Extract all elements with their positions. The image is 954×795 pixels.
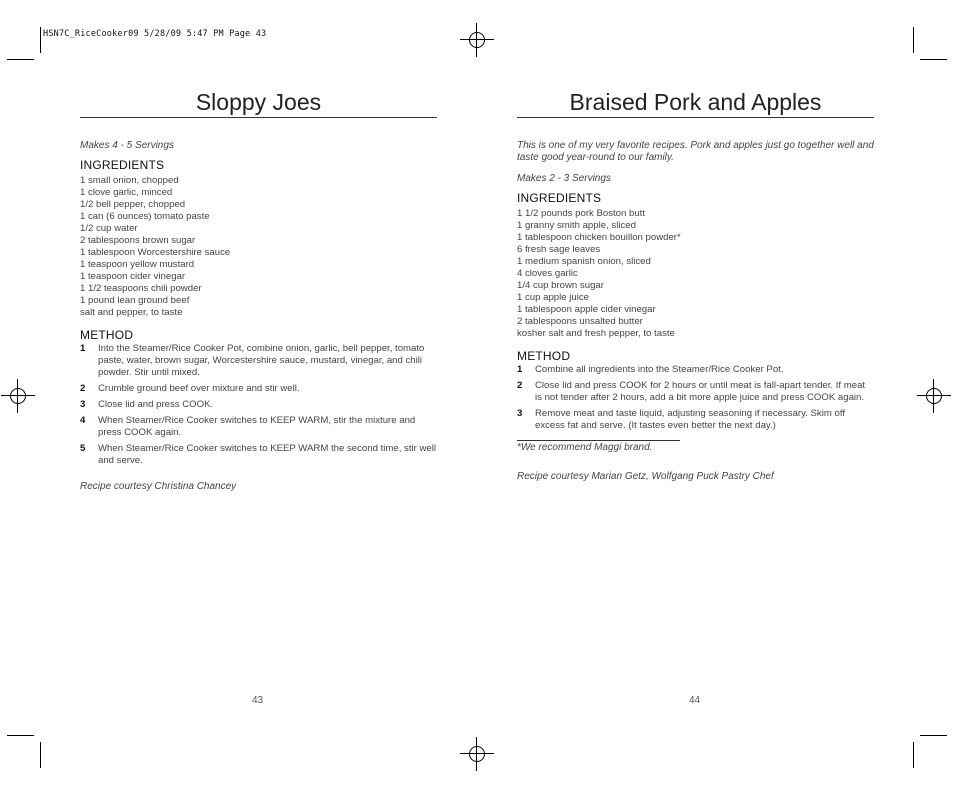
- step-text: Into the Steamer/Rice Cooker Pot, combine onion, garlic, bell pepper, tomato paste, water, brown sugar, Worcestershire sauce, mustard, vinegar, and chili powder. Stir until mixed.: [98, 343, 425, 378]
- registration-mark-left: [7, 385, 29, 407]
- footnote: *We recommend Maggi brand.: [517, 442, 653, 453]
- step-number: 1: [80, 343, 86, 354]
- ingredients-list: [80, 175, 437, 319]
- ingredient-item: 1 pound lean ground beef: [80, 295, 190, 306]
- crop-mark: [40, 742, 41, 768]
- step-text: Remove meat and taste liquid, adjusting seasoning if necessary. Skim off excess fat and serve. (It tastes even better the next day.): [535, 408, 846, 431]
- ingredient-item: 1 1/2 pounds pork Boston butt: [517, 208, 646, 219]
- step-number: 4: [80, 415, 86, 426]
- method-steps: [517, 364, 874, 432]
- ingredient-item: 1 granny smith apple, sliced: [517, 220, 636, 231]
- footnote-rule: [517, 440, 680, 441]
- ingredient-item: 4 cloves garlic: [517, 268, 578, 279]
- step-number: 5: [80, 443, 86, 454]
- ingredient-item: 1 tablespoon apple cider vinegar: [517, 304, 656, 315]
- step-number: 1: [517, 364, 523, 375]
- step-text: When Steamer/Rice Cooker switches to KEEP WARM, stir the mixture and press COOK again.: [98, 415, 416, 438]
- recipe-credit: Recipe courtesy Marian Getz, Wolfgang Puck Pastry Chef: [517, 471, 774, 482]
- right-page: [517, 88, 874, 483]
- ingredient-item: kosher salt and fresh pepper, to taste: [517, 328, 675, 339]
- ingredient-item: 2 tablespoons unsalted butter: [517, 316, 643, 327]
- ingredient-item: 1 medium spanish onion, sliced: [517, 256, 651, 267]
- ingredient-item: 1 small onion, chopped: [80, 175, 179, 186]
- method-step: [80, 415, 437, 439]
- step-text: Close lid and press COOK.: [98, 399, 214, 410]
- crop-mark: [920, 59, 947, 60]
- ingredient-item: 1 cup apple juice: [517, 292, 590, 303]
- ingredient-item: 1 can (6 ounces) tomato paste: [80, 211, 210, 222]
- print-slug: HSN7C_RiceCooker09 5/28/09 5:47 PM Page 43: [43, 29, 267, 39]
- crop-mark: [913, 27, 914, 53]
- method-step: [80, 399, 437, 411]
- ingredients-list: [517, 208, 874, 340]
- step-text: Crumble ground beef over mixture and stir well.: [98, 383, 300, 394]
- registration-mark-top: [466, 29, 488, 51]
- ingredients-heading: INGREDIENTS: [80, 158, 165, 172]
- ingredient-item: salt and pepper, to taste: [80, 307, 183, 318]
- ingredient-item: 1 clove garlic, minced: [80, 187, 173, 198]
- registration-mark-right: [923, 385, 945, 407]
- method-step: [80, 383, 437, 395]
- method-step: [80, 343, 437, 379]
- servings: Makes 2 - 3 Servings: [517, 173, 611, 184]
- method-heading: METHOD: [517, 349, 571, 363]
- crop-mark: [7, 735, 34, 736]
- ingredient-item: 1 tablespoon Worcestershire sauce: [80, 247, 231, 258]
- method-step: [517, 364, 874, 376]
- ingredient-item: 6 fresh sage leaves: [517, 244, 601, 255]
- registration-mark-bottom: [466, 743, 488, 765]
- method-step: [80, 443, 437, 467]
- recipe-intro: This is one of my very favorite recipes. Pork and apples just go together well and taste good year-round to our family.: [517, 140, 874, 163]
- recipe-credit: Recipe courtesy Christina Chancey: [80, 481, 237, 492]
- crop-mark: [40, 27, 41, 53]
- crop-mark: [7, 59, 34, 60]
- ingredient-item: 2 tablespoons brown sugar: [80, 235, 196, 246]
- step-number: 2: [517, 380, 523, 391]
- step-text: When Steamer/Rice Cooker switches to KEEP WARM the second time, stir well and serve.: [98, 443, 437, 466]
- ingredient-item: 1/2 cup water: [80, 223, 138, 234]
- method-step: [517, 380, 874, 404]
- crop-mark: [913, 742, 914, 768]
- step-text: Close lid and press COOK for 2 hours or until meat is fall-apart tender. If meat is not tender after 2 hours, add a bit more apple juice and press COOK again.: [535, 380, 866, 403]
- recipe-title: Braised Pork and Apples: [517, 88, 874, 118]
- ingredient-item: 1 1/2 teaspoons chili powder: [80, 283, 202, 294]
- method-heading: METHOD: [80, 328, 134, 342]
- ingredients-heading: INGREDIENTS: [517, 191, 602, 205]
- step-number: 3: [517, 408, 523, 419]
- ingredient-item: 1 teaspoon cider vinegar: [80, 271, 186, 282]
- ingredient-item: 1/4 cup brown sugar: [517, 280, 604, 291]
- recipe-title: Sloppy Joes: [80, 88, 437, 118]
- method-step: [517, 408, 874, 432]
- step-number: 2: [80, 383, 86, 394]
- left-page: [80, 88, 437, 493]
- page-number: 44: [689, 695, 701, 706]
- crop-mark: [920, 735, 947, 736]
- step-number: 3: [80, 399, 86, 410]
- ingredient-item: 1 tablespoon chicken bouillon powder*: [517, 232, 681, 243]
- ingredient-item: 1/2 bell pepper, chopped: [80, 199, 186, 210]
- ingredient-item: 1 teaspoon yellow mustard: [80, 259, 195, 270]
- step-text: Combine all ingredients into the Steamer/Rice Cooker Pot.: [535, 364, 784, 375]
- servings: Makes 4 - 5 Servings: [80, 140, 174, 151]
- method-steps: [80, 343, 437, 467]
- page-number: 43: [252, 695, 264, 706]
